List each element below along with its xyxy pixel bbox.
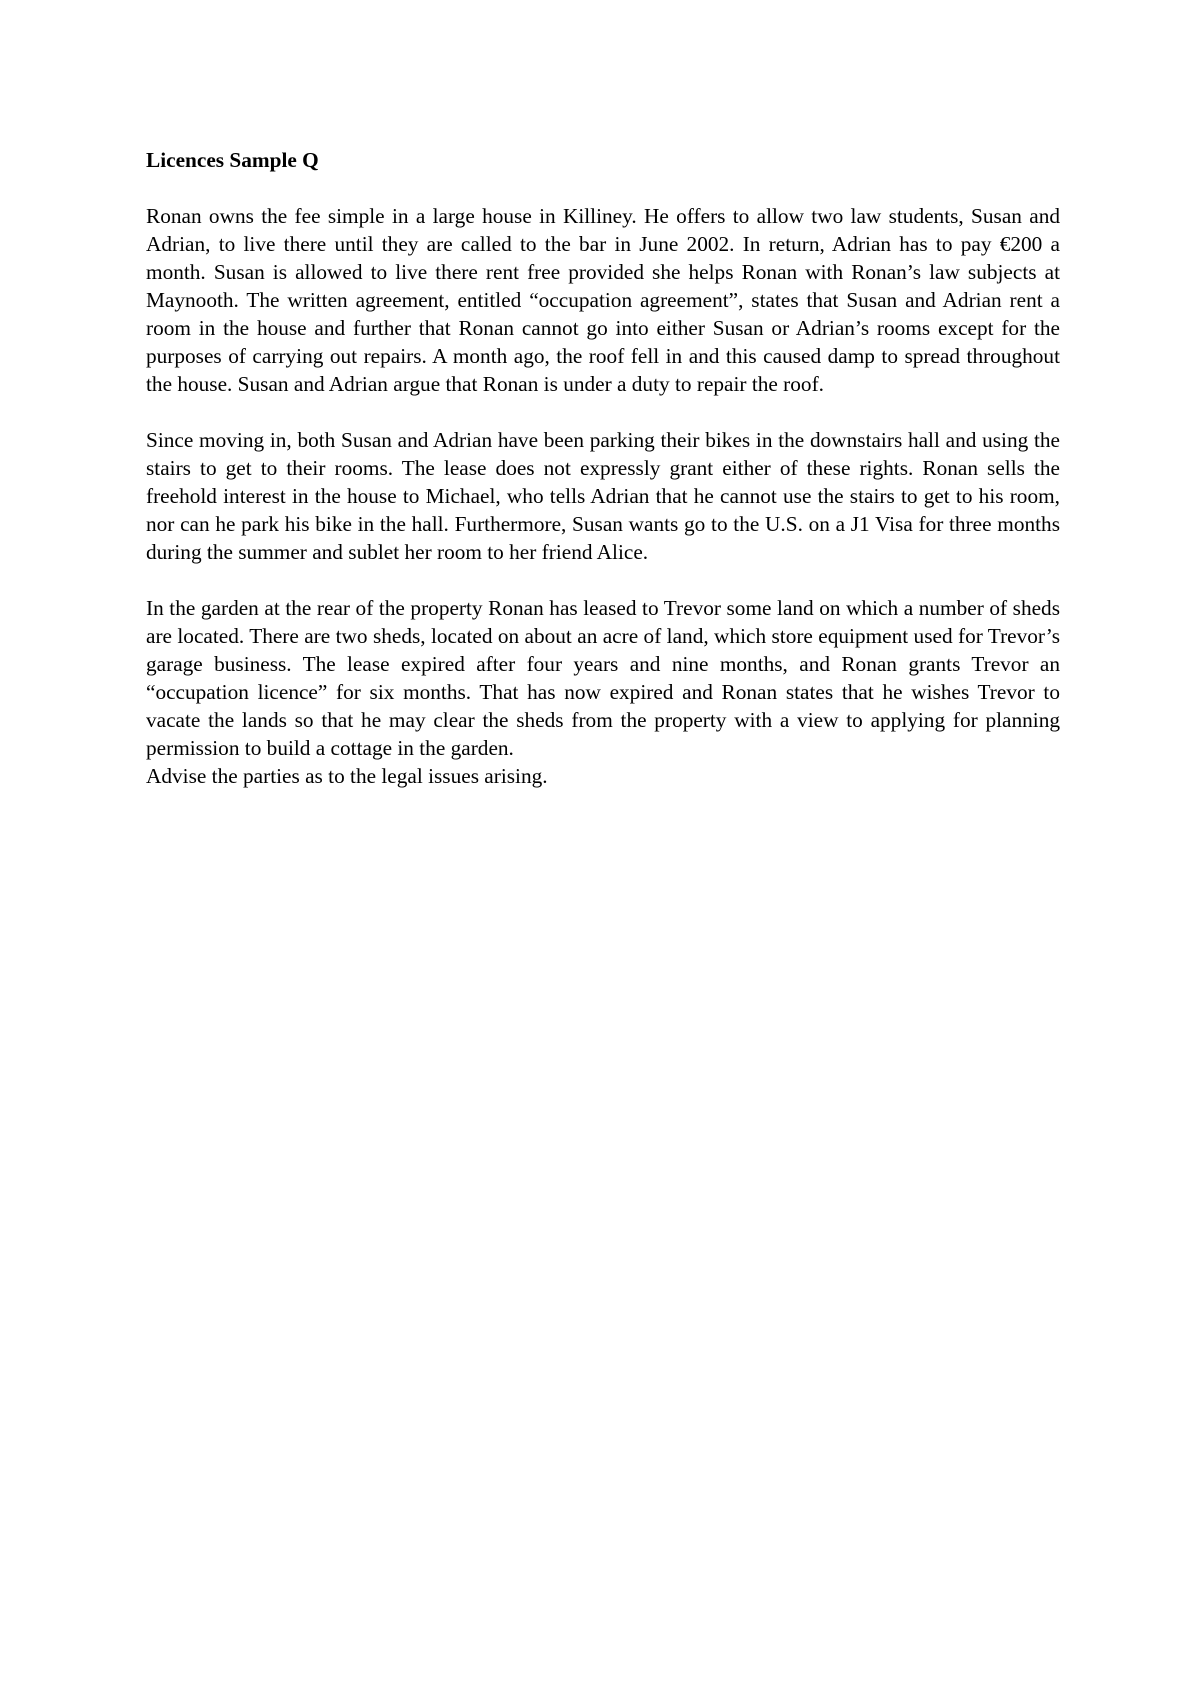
document-body xyxy=(146,146,1060,790)
document-title: Licences Sample Q xyxy=(146,148,319,172)
paragraph-occupation-agreement: Ronan owns the fee simple in a large house in Killiney. He offers to allow two law students, Susan and Adrian, to live there until they are called to the bar in June 2002. In return, Adrian has to pay €200 a month. Susan is allowed to live there rent free provided she helps Ronan with Ronan’s law subjects at Maynooth. The written agreement, entitled “occupation agreement”, states that Susan and Adrian rent a room in the house and further that Ronan cannot go into either Susan or Adrian’s rooms except for the purposes of carrying out repairs. A month ago, the roof fell in and this caused damp to spread throughout the house. Susan and Adrian argue that Ronan is under a duty to repair the roof. xyxy=(146,204,1060,396)
paragraph-instruction: Advise the parties as to the legal issues arising. xyxy=(146,764,548,788)
paragraph-garden-sheds: In the garden at the rear of the property Ronan has leased to Trevor some land on which a number of sheds are located. There are two sheds, located on about an acre of land, which store equipment used for Trevor’s garage business. The lease expired after four years and nine months, and Ronan grants Trevor an “occupation licence” for six months. That has now expired and Ronan states that he wishes Trevor to vacate the lands so that he may clear the sheds from the property with a view to applying for planning permission to build a cottage in the garden. xyxy=(146,596,1060,760)
paragraph-stairs-and-bikes: Since moving in, both Susan and Adrian have been parking their bikes in the downstairs hall and using the stairs to get to their rooms. The lease does not expressly grant either of these rights. Ronan sells the freehold interest in the house to Michael, who tells Adrian that he cannot use the stairs to get to his room, nor can he park his bike in the hall. Furthermore, Susan wants go to the U.S. on a J1 Visa for three months during the summer and sublet her room to her friend Alice. xyxy=(146,428,1060,564)
